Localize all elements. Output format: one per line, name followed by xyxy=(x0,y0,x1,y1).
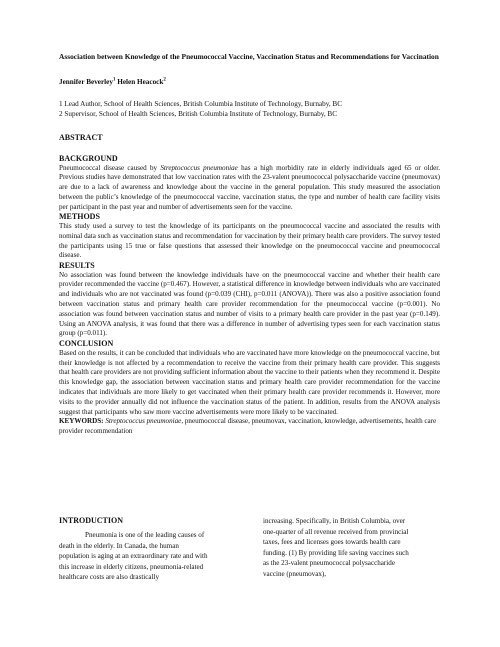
conclusion-heading: CONCLUSION xyxy=(59,339,114,349)
introduction-text-left: Pneumonia is one of the leading causes of death in the elderly. In Canada, the human population is aging at an extraordinary rate and with this increase in elderly citizens, pneumonia-related healthcare costs are also drastically xyxy=(59,531,208,582)
background-text: Pneumococcal disease caused by Streptococcus pneumoniae has a high morbidity rate in elderly individuals aged 65 or older. Previous studies have demonstrated that low vaccination rates with the 23-valent pneumococcal polysaccharide vaccine (pneumovax) are due to a lack of awareness and knowledge about the vaccine in the general population. This study measured the association between the public’s knowledge of the pneumococcal vaccine, vaccination status, the type and number of health care facility visits per participant in the past year and number of advertisements seen for the vaccine. xyxy=(59,163,441,211)
organism-name: Streptococcus pneumoniae xyxy=(160,163,238,172)
introduction-text-right: increasing. Specifically, in British Columbia, over one-quarter of all revenue received from provincial taxes, fees and licenses goes towards health care funding. (1) By providing life saving vaccines such as the 23-valent pneumococcal polysaccharide vaccine (pneumovax), xyxy=(263,517,409,578)
introduction-heading: INTRODUCTION xyxy=(59,516,124,525)
abstract-heading: ABSTRACT xyxy=(59,133,103,142)
paper-title: Association between Knowledge of the Pneumococcal Vaccine, Vaccination Status and Recommendations for Vaccination xyxy=(59,52,439,61)
author-name: Helen Heacock xyxy=(117,78,164,86)
conclusion-text: Based on the results, it can be concluded that individuals who are vaccinated have more knowledge on the pneumococcal vaccine, but their knowledge is not affected by a recommendation to receive the vaccine from their primary health care provider. This suggests that health care providers are not providing sufficient information about the vaccine to their patients when they recommend it. Despite this knowledge gap, the association between vaccination status and primary health care provider recommendation for the vaccine indicates that individuals are more likely to get vaccinated when their primary health care provider recommends it. However, more visits to the provider annually did not influence the vaccination status of the patient. In addition, results from the ANOVA analysis suggest that participants who saw more vaccine advertisements were more likely to be vaccinated. xyxy=(59,348,440,416)
author-list xyxy=(59,78,440,87)
results-text: No association was found between the knowledge individuals have on the pneumococcal vaccine and whether their health care provider recommended the vaccine (p=0.467). However, a statistical difference in knowledge between individuals who are vaccinated and individuals who are not vaccinated was found (p=0.039 (CHI), p=0.011 (ANOVA)). There was also a positive association found between vaccination status and primary health care provider recommendation for the pneumococcal vaccine (p=0.001). No association was found between vaccination status and number of visits to a primary health care provider in the past year (p=0.149). Using an ANOVA analysis, it was found that there was a difference in number of advertising types seen for each vaccination status group (p=0.011). xyxy=(59,270,440,338)
author-mark: 2 xyxy=(163,77,166,83)
keywords: KEYWORDS: Streptococcus pneumoniae, pneumococcal disease, pneumovax, vaccination, knowledge, advertisements, health care provider recommendation xyxy=(59,417,437,436)
author-mark: 1 xyxy=(112,77,116,83)
paper-page xyxy=(59,52,440,437)
results-heading: RESULTS xyxy=(59,261,95,271)
right-column xyxy=(263,516,413,580)
keywords-heading: KEYWORDS: xyxy=(59,417,104,426)
affiliation-line: 1 Lead Author, School of Health Sciences, British Columbia Institute of Technology, Burnaby, BC xyxy=(59,100,343,108)
left-column xyxy=(59,516,209,583)
methods-text: This study used a survey to test the knowledge of its participants on the pneumococcal vaccine and associated the results with nominal data such as vaccination status and recommendation for vaccination by their primary health care providers. The survey tested the participants using 15 true or false questions that assessed their knowledge on the pneumococcal vaccine and pneumococcal disease. xyxy=(59,221,440,260)
organism-name: Streptococcus pneumoniae xyxy=(105,417,182,426)
author-name: Jennifer Beverley xyxy=(59,78,113,86)
affiliations xyxy=(59,99,440,119)
background-heading: BACKGROUND xyxy=(59,154,118,163)
affiliation-line: 2 Supervisor, School of Health Sciences, British Columbia Institute of Technology, Burnaby, BC xyxy=(59,110,338,118)
methods-heading: METHODS xyxy=(59,212,100,222)
